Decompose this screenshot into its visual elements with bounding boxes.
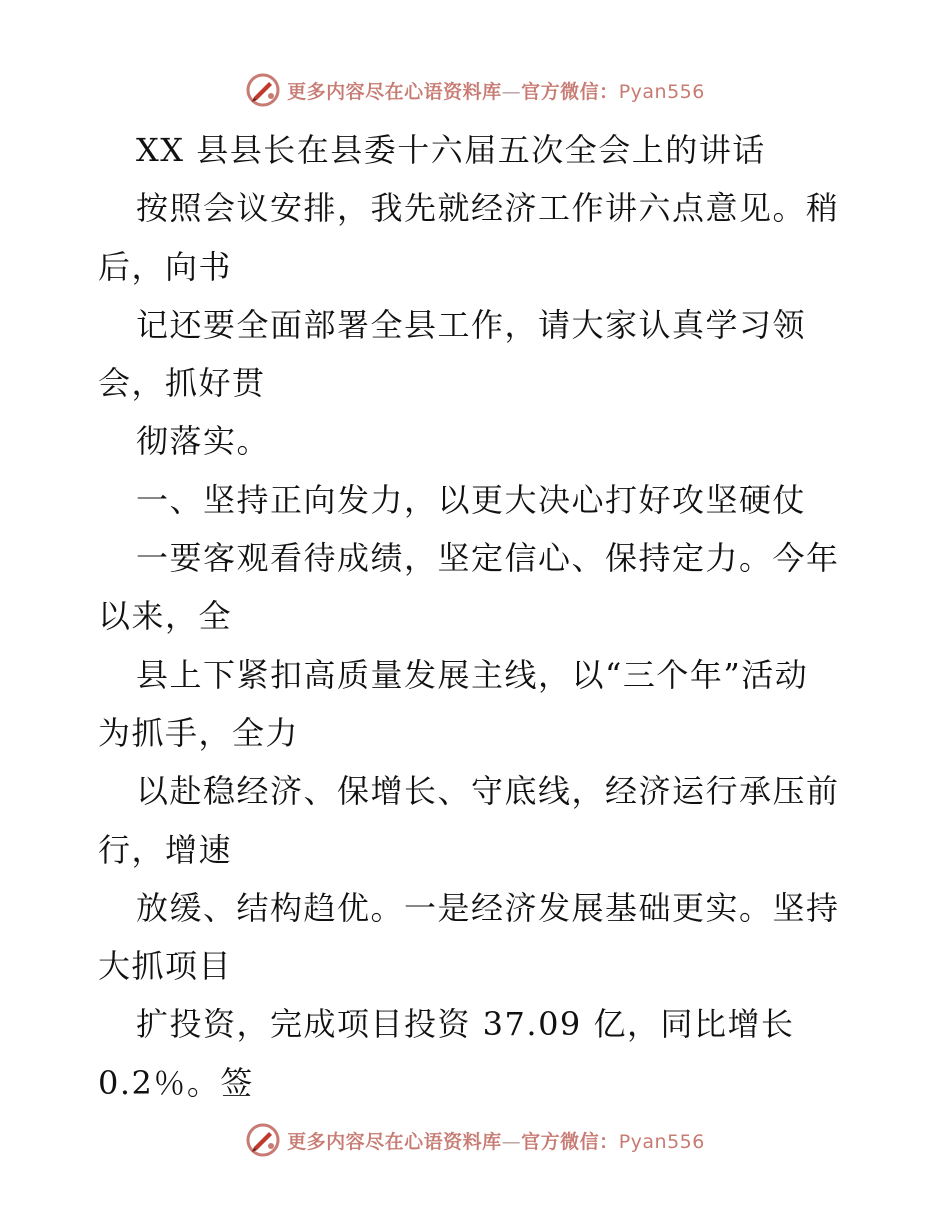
text-line: 行，增速 [98, 830, 233, 869]
watermark-text [287, 1127, 705, 1154]
watermark-main: 更多内容尽在心语资料库 [287, 1130, 502, 1153]
text-line: 为抓手，全力 [98, 713, 300, 752]
watermark-separator: — [501, 80, 522, 103]
text-line: 以来，全 [98, 597, 233, 636]
document-body [98, 121, 858, 1112]
watermark-main: 更多内容尽在心语资料库 [287, 80, 502, 103]
text-line: 放缓、结构趋优。一是经济发展基础更实。坚持 [136, 888, 840, 927]
text-line: 记还要全面部署全县工作，请大家认真学习领 [136, 305, 807, 344]
watermark-handle: Pyan556 [618, 1130, 705, 1153]
text-line: 以赴稳经济、保增长、守底线，经济运行承压前 [136, 772, 840, 811]
text-line: 彻落实。 [136, 422, 271, 461]
watermark-text [287, 77, 705, 104]
text-line: 会，抓好贯 [98, 364, 266, 403]
text-line: 后，向书 [98, 247, 233, 286]
watermark-suffix: 官方微信： [521, 80, 619, 103]
text-line: 一要客观看待成绩，坚定信心、保持定力。今年 [136, 539, 840, 578]
text-line: 扩投资，完成项目投资 37.09 亿，同比增长 [136, 1005, 795, 1044]
text-line: 大抓项目 [98, 947, 233, 986]
header-watermark [0, 68, 950, 112]
text-line: 按照会议安排，我先就经济工作讲六点意见。稍 [136, 189, 840, 228]
watermark-handle: Pyan556 [618, 80, 705, 103]
text-line: 0.2％。签 [98, 1063, 254, 1102]
pen-logo-icon [245, 72, 281, 108]
watermark-suffix: 官方微信： [521, 1130, 619, 1153]
pen-logo-icon [245, 1122, 281, 1158]
section-heading: 一、坚持正向发力，以更大决心打好攻坚硬仗 [136, 480, 807, 519]
document-title: XX 县县长在县委十六届五次全会上的讲话 [136, 131, 766, 169]
watermark-separator: — [501, 1130, 522, 1153]
footer-watermark [0, 1118, 950, 1162]
text-line: 县上下紧扣高质量发展主线，以“三个年”活动 [136, 655, 809, 694]
